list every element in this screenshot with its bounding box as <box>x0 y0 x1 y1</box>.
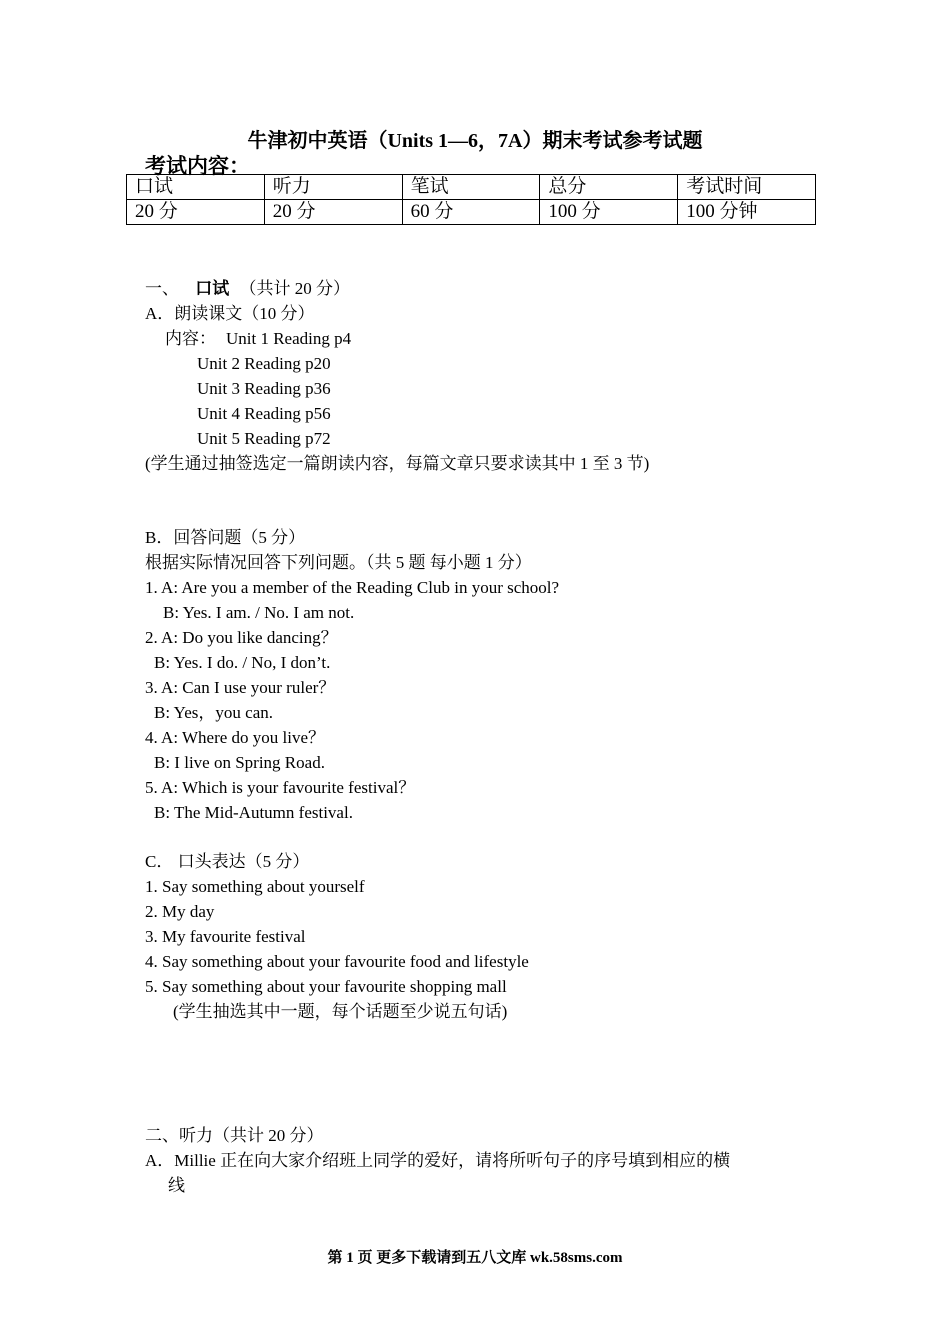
table-header-cell: 考试时间 <box>678 175 816 200</box>
table-header-row <box>127 175 816 200</box>
partA-content-label: 内容： <box>165 329 216 348</box>
reading-item: Unit 2 Reading p20 <box>197 354 331 373</box>
table-header-cell: 总分 <box>540 175 678 200</box>
table-header-cell: 听力 <box>264 175 402 200</box>
reading-item: Unit 3 Reading p36 <box>197 379 331 398</box>
topic-item: 1. Say something about yourself <box>145 877 365 896</box>
partA-note: (学生通过抽签选定一篇朗读内容，每篇文章只要求读其中 1 至 3 节) <box>145 454 650 473</box>
page-title: 牛津初中英语（Units 1—6，7A）期末考试参考试题 <box>247 130 703 152</box>
answer: B: I live on Spring Road. <box>154 753 325 772</box>
topic-item: 5. Say something about your favourite shopping mall <box>145 977 507 996</box>
table-row <box>127 200 816 225</box>
reading-item: Unit 4 Reading p56 <box>197 404 331 423</box>
question: 3. A: Can I use your ruler？ <box>145 678 336 697</box>
answer: B: Yes，you can. <box>154 703 274 722</box>
table-cell: 20 分 <box>264 200 402 225</box>
table-cell: 60 分 <box>402 200 540 225</box>
section2-partA-line: A．Millie 正在向大家介绍班上同学的爱好，请将所听句子的序号填到相应的横 <box>145 1151 731 1170</box>
exam-info-table <box>126 174 816 225</box>
table-header-cell: 笔试 <box>402 175 540 200</box>
table-cell: 100 分 <box>540 200 678 225</box>
partC-note: (学生抽选其中一题，每个话题至少说五句话) <box>173 1002 508 1021</box>
section1-note: （共计 20 分） <box>239 279 350 298</box>
page-footer: 第 1 页 更多下载请到五八文库 wk.58sms.com <box>327 1250 623 1266</box>
answer: B: The Mid-Autumn festival. <box>154 803 353 822</box>
question: 1. A: Are you a member of the Reading Club in your school? <box>145 578 560 597</box>
table-cell: 20 分 <box>127 200 265 225</box>
partC-title: C． 口头表达（5 分） <box>145 852 310 871</box>
section2-partA-line: 线 <box>168 1176 185 1195</box>
question: 5. A: Which is your favourite festival？ <box>145 778 416 797</box>
answer: B: Yes. I am. / No. I am not. <box>163 603 355 622</box>
topic-item: 3. My favourite festival <box>145 927 306 946</box>
reading-item: Unit 1 Reading p4 <box>226 329 352 348</box>
question: 2. A: Do you like dancing？ <box>145 628 338 647</box>
exam-content-heading: 考试内容： <box>145 154 250 178</box>
partB-instruction: 根据实际情况回答下列问题。（共 5 题 每小题 1 分） <box>145 553 532 572</box>
table-header-cell: 口试 <box>127 175 265 200</box>
section1-heading <box>145 276 350 301</box>
reading-item: Unit 5 Reading p72 <box>197 429 331 448</box>
partB-title: B．回答问题（5 分） <box>145 528 306 547</box>
topic-item: 4. Say something about your favourite food and lifestyle <box>145 952 529 971</box>
topic-item: 2. My day <box>145 902 215 921</box>
answer: B: Yes. I do. / No, I don’t. <box>154 653 331 672</box>
section2-heading: 二、听力（共计 20 分） <box>145 1126 324 1145</box>
partA-title: A．朗读课文（10 分） <box>145 304 315 323</box>
section1-label: 口试 <box>195 279 230 298</box>
section1-number: 一、 <box>145 279 179 298</box>
table-cell: 100 分钟 <box>678 200 816 225</box>
question: 4. A: Where do you live？ <box>145 728 326 747</box>
